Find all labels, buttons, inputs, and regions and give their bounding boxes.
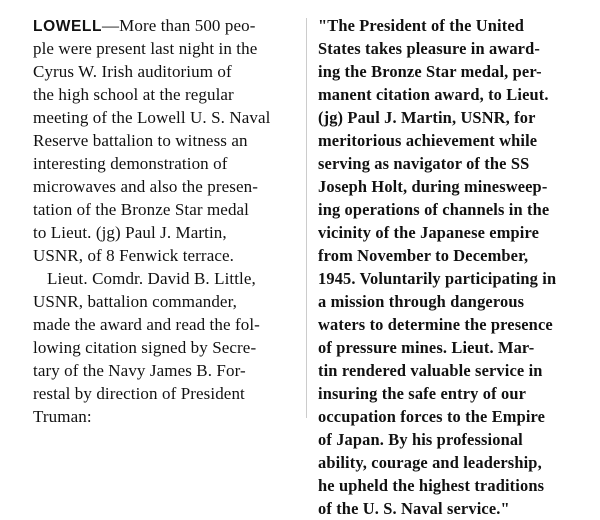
citation-line: tin rendered valuable service in <box>318 361 543 380</box>
citation-line: ing operations of channels in the <box>318 200 550 219</box>
article-line: Lieut. Comdr. David B. Little, <box>47 269 256 288</box>
article-line: lowing citation signed by Secre- <box>33 338 257 357</box>
dateline: LOWELL <box>33 18 103 35</box>
right-column-citation <box>318 14 590 520</box>
citation-line: "The President of the United <box>318 16 525 35</box>
citation-line: of the U. S. Naval service." <box>318 499 510 518</box>
citation-line: States takes pleasure in award- <box>318 39 540 58</box>
citation-line: ing the Bronze Star medal, per- <box>318 62 542 81</box>
article-line: tation of the Bronze Star medal <box>33 200 250 219</box>
article-line: to Lieut. (jg) Paul J. Martin, <box>33 223 227 242</box>
article-line: USNR, of 8 Fenwick terrace. <box>33 246 234 265</box>
citation-line: manent citation award, to Lieut. <box>318 85 549 104</box>
article-line-text: —More than 500 peo- <box>102 16 256 35</box>
citation-line: insuring the safe entry of our <box>318 384 527 403</box>
article-line: microwaves and also the presen- <box>33 177 258 196</box>
article-line: Reserve battalion to witness an <box>33 131 248 150</box>
citation-line: from November to December, <box>318 246 529 265</box>
article-line: ple were present last night in the <box>33 39 258 58</box>
article-line: USNR, battalion commander, <box>33 292 237 311</box>
citation-line: occupation forces to the Empire <box>318 407 546 426</box>
citation-line: waters to determine the presence <box>318 315 553 334</box>
citation-line: ability, courage and leadership, <box>318 453 542 472</box>
article-line: restal by direction of President <box>33 384 245 403</box>
article-line: tary of the Navy James B. For- <box>33 361 246 380</box>
article-line: meeting of the Lowell U. S. Naval <box>33 108 271 127</box>
citation-line: vicinity of the Japanese empire <box>318 223 540 242</box>
citation-line: Joseph Holt, during minesweep- <box>318 177 548 196</box>
citation-line: 1945. Voluntarily participating in <box>318 269 557 288</box>
citation-line: of pressure mines. Lieut. Mar- <box>318 338 535 357</box>
citation-line: meritorious achievement while <box>318 131 538 150</box>
column-divider <box>306 18 307 418</box>
article-line <box>33 14 303 37</box>
citation-line: of Japan. By his professional <box>318 430 523 449</box>
citation-line: he upheld the highest traditions <box>318 476 545 495</box>
citation-line: serving as navigator of the SS <box>318 154 530 173</box>
article-line: the high school at the regular <box>33 85 234 104</box>
article-line: Truman: <box>33 407 92 426</box>
article-line: interesting demonstration of <box>33 154 228 173</box>
citation-line: (jg) Paul J. Martin, USNR, for <box>318 108 536 127</box>
article-line: Cyrus W. Irish auditorium of <box>33 62 232 81</box>
article-line: made the award and read the fol- <box>33 315 260 334</box>
citation-line: a mission through dangerous <box>318 292 525 311</box>
left-column <box>33 14 303 428</box>
